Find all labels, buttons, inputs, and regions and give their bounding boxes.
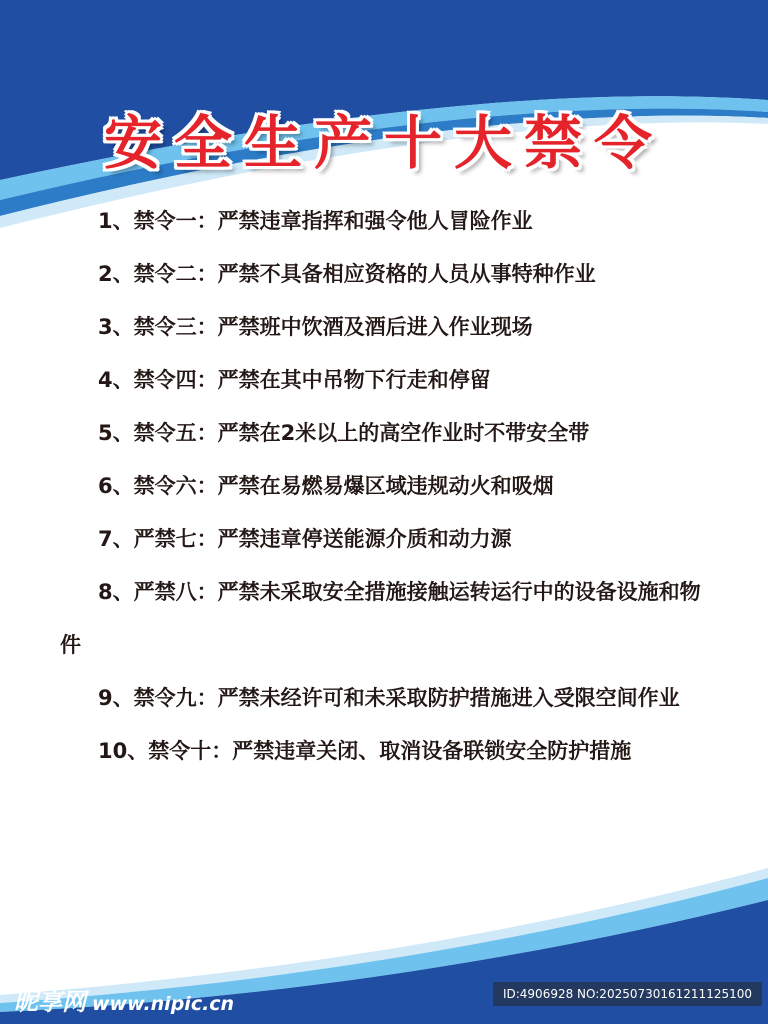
- rule-item: [60, 248, 710, 301]
- rule-number: 4、: [98, 368, 134, 392]
- rule-text: 严禁未经许可和未采取防护措施进入受限空间作业: [217, 686, 680, 710]
- rule-number: 10、: [98, 739, 149, 763]
- rule-text: 严禁在易燃易爆区域违规动火和吸烟: [217, 474, 554, 498]
- rule-number: 9、: [98, 686, 134, 710]
- rule-number: 3、: [98, 315, 134, 339]
- rule-number: 6、: [98, 474, 134, 498]
- rule-label: 禁令六：: [133, 474, 218, 498]
- rule-item: [60, 460, 710, 513]
- rule-label: 禁令四：: [133, 368, 218, 392]
- rule-label: 禁令五：: [133, 421, 218, 445]
- rule-text: 严禁在其中吊物下行走和停留: [217, 368, 491, 392]
- rule-label: 禁令一：: [133, 209, 218, 233]
- rule-number: 7、: [98, 527, 134, 551]
- rule-text: 严禁违章关闭、取消设备联锁安全防护措施: [232, 739, 632, 763]
- rule-item: [60, 725, 710, 778]
- rule-text: 严禁违章指挥和强令他人冒险作业: [217, 209, 533, 233]
- rule-text: 严禁在2米以上的高空作业时不带安全带: [217, 421, 590, 445]
- rule-text: 严禁不具备相应资格的人员从事特种作业: [217, 262, 596, 286]
- rule-number: 8、: [98, 580, 134, 604]
- rule-item: [60, 513, 710, 566]
- rule-item: [60, 195, 710, 248]
- watermark-id: ID:4906928 NO:20250730161211125100: [493, 982, 762, 1006]
- rule-text: 严禁未采取安全措施接触运转运行中的设备设施和物件: [60, 580, 701, 657]
- rule-label: 禁令二：: [133, 262, 218, 286]
- rule-label: 禁令九：: [133, 686, 218, 710]
- rule-text: 严禁违章停送能源介质和动力源: [217, 527, 512, 551]
- rule-label: 严禁七：: [133, 527, 218, 551]
- watermark-logo: [14, 982, 234, 1017]
- watermark-brand: 昵享网: [14, 988, 86, 1016]
- rule-number: 2、: [98, 262, 134, 286]
- rule-number: 1、: [98, 209, 134, 233]
- rules-list: [60, 195, 710, 778]
- rule-item: [60, 566, 710, 672]
- rule-item: [60, 407, 710, 460]
- rule-label: 禁令十：: [148, 739, 233, 763]
- page-title: 安全生产十大禁令: [103, 109, 664, 177]
- watermark-url: www.nipic.cn: [92, 993, 235, 1015]
- rule-label: 禁令三：: [133, 315, 218, 339]
- rule-item: [60, 672, 710, 725]
- rule-label: 严禁八：: [133, 580, 218, 604]
- rule-text: 严禁班中饮酒及酒后进入作业现场: [217, 315, 533, 339]
- rule-item: [60, 354, 710, 407]
- rule-number: 5、: [98, 421, 134, 445]
- rule-item: [60, 301, 710, 354]
